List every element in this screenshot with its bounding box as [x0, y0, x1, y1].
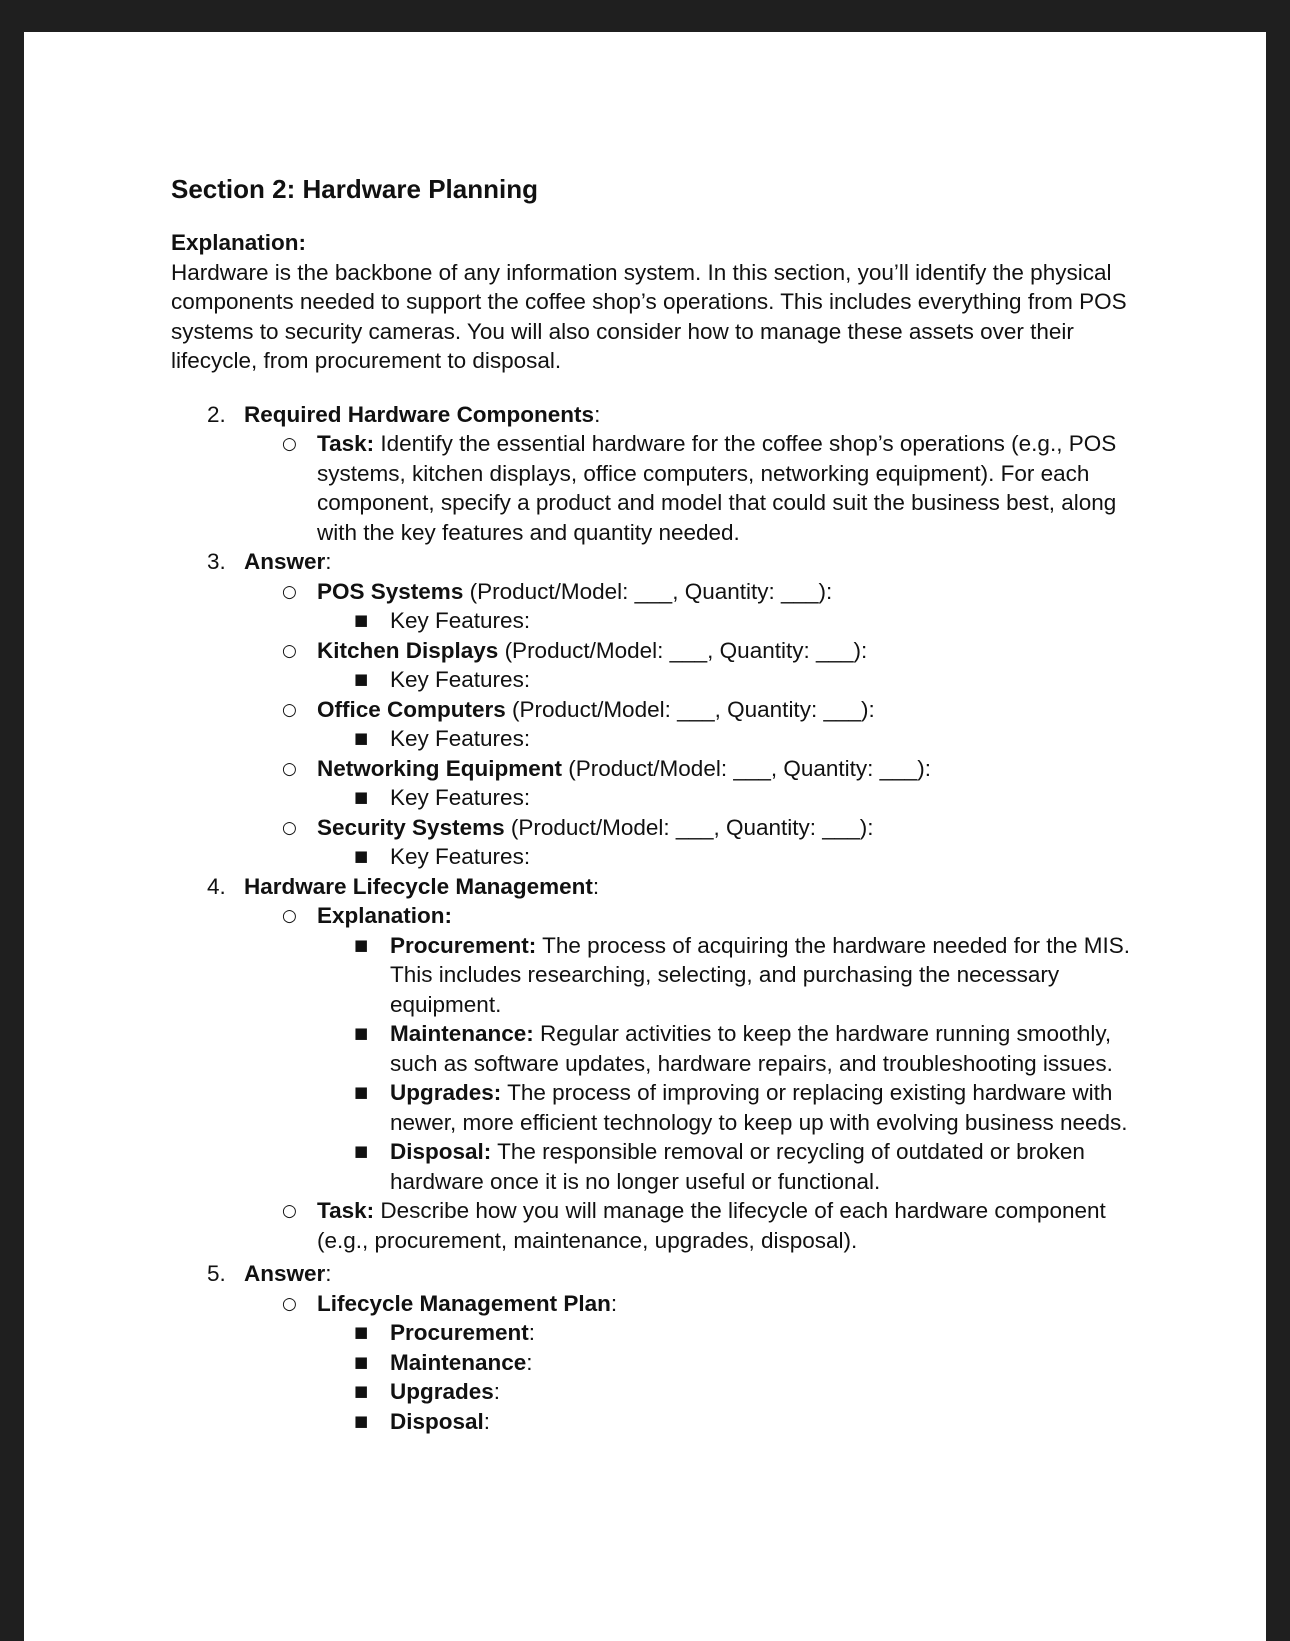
- stage-label: Maintenance:: [390, 1021, 534, 1046]
- stage-text: The process of acquiring the hardware needed for the MIS. This includes researching, selecting, and purchasing the necessary equipment.: [390, 932, 1130, 1017]
- item-number: 4.: [207, 873, 226, 899]
- component-name: Office Computers: [317, 696, 506, 722]
- plan-label: Maintenance: [390, 1349, 527, 1375]
- plan-upgrades: [317, 1377, 1131, 1407]
- component-office-computers: [244, 695, 1131, 754]
- feature-list: [317, 783, 1131, 813]
- key-features: ■ Key Features:: [317, 783, 1131, 813]
- component-kitchen-displays: [244, 636, 1131, 695]
- item-title: Hardware Lifecycle Management: [244, 873, 593, 899]
- plan-disposal: [317, 1407, 1131, 1437]
- key-features: ■ Key Features:: [317, 606, 1131, 636]
- explanation-label: Explanation:: [317, 903, 453, 928]
- item-colon: :: [592, 873, 600, 899]
- component-detail: (Product/Model: ___, Quantity: ___):: [463, 578, 833, 604]
- plan-item-colon: :: [493, 1379, 501, 1404]
- task-label: Task:: [317, 1198, 375, 1223]
- sublist: [244, 1289, 1131, 1437]
- plan-label: Disposal: [390, 1408, 484, 1434]
- explanation-heading: Explanation:: [171, 230, 307, 255]
- item-answer-lifecycle: [171, 1259, 1131, 1436]
- item-colon: :: [325, 549, 332, 574]
- plan-item-colon: :: [526, 1349, 533, 1375]
- item-required-hardware: [171, 400, 1131, 548]
- component-name: Security Systems: [317, 814, 505, 840]
- component-name: Kitchen Displays: [317, 637, 499, 663]
- item-answer-components: [171, 547, 1131, 872]
- plan-maintenance: [317, 1348, 1131, 1378]
- feature-list: [317, 606, 1131, 636]
- stage-text: The responsible removal or recycling of outdated or broken hardware once it is no longer useful or functional.: [390, 1139, 1085, 1194]
- plan-label: Procurement: [390, 1320, 529, 1345]
- item-number: 2.: [207, 401, 226, 427]
- component-pos-systems: [244, 577, 1131, 636]
- stage-list: [317, 931, 1131, 1197]
- plan-colon: :: [610, 1290, 618, 1316]
- stage-maintenance: [317, 1019, 1131, 1078]
- item-colon: :: [594, 401, 601, 427]
- stage-upgrades: [317, 1078, 1131, 1137]
- component-name: POS Systems: [317, 578, 464, 604]
- plan-item-colon: :: [483, 1408, 491, 1434]
- component-security-systems: [244, 813, 1131, 872]
- sublist: [244, 901, 1131, 1255]
- task-item: [244, 429, 1131, 547]
- component-detail: (Product/Model: ___, Quantity: ___):: [504, 814, 874, 840]
- component-detail: (Product/Model: ___, Quantity: ___):: [562, 755, 931, 781]
- key-features: ■ Key Features:: [317, 665, 1131, 695]
- stage-text: Regular activities to keep the hardware running smoothly, such as software updates, hardware repairs, and troubleshooting issues.: [390, 1021, 1113, 1076]
- stage-label: Upgrades:: [390, 1080, 502, 1105]
- feature-list: [317, 724, 1131, 754]
- item-title: Answer: [244, 549, 326, 574]
- task-label: Task:: [317, 431, 375, 456]
- feature-list: [317, 665, 1131, 695]
- component-detail: (Product/Model: ___, Quantity: ___):: [505, 696, 875, 722]
- stage-procurement: [317, 931, 1131, 1020]
- explanation-body: Hardware is the backbone of any information system. In this section, you’ll identify the physical components needed to support the coffee shop’s operations. This includes everything from POS systems to security cameras. You will also consider how to manage these assets over their lifecycle, from procurement to disposal.: [171, 259, 1127, 373]
- key-features: ■ Key Features:: [317, 724, 1131, 754]
- plan-procurement: [317, 1318, 1131, 1348]
- stage-label: Disposal:: [390, 1139, 492, 1164]
- stage-text: The process of improving or replacing existing hardware with newer, more efficient technology to keep up with evolving business needs.: [390, 1080, 1128, 1135]
- item-number: 3.: [207, 549, 226, 574]
- item-colon: :: [325, 1261, 332, 1286]
- component-list: [244, 577, 1131, 872]
- plan-list: [317, 1318, 1131, 1436]
- main-list: [171, 400, 1131, 1437]
- component-detail: (Product/Model: ___, Quantity: ___):: [498, 637, 868, 663]
- task-text: Identify the essential hardware for the coffee shop’s operations (e.g., POS systems, kitchen displays, office computers, networking equipment). For each component, specify a product and model that could suit the business best, along with the key features and quantity needed.: [317, 431, 1117, 545]
- sublist: [244, 429, 1131, 547]
- key-features: ■ Key Features:: [317, 842, 1131, 872]
- section-title: Section 2: Hardware Planning: [171, 174, 538, 204]
- item-title: Required Hardware Components: [244, 401, 595, 427]
- component-networking-equipment: [244, 754, 1131, 813]
- feature-list: [317, 842, 1131, 872]
- lifecycle-explanation: [244, 901, 1131, 1196]
- item-lifecycle-management: [171, 872, 1131, 1256]
- plan-label: Upgrades: [390, 1379, 494, 1404]
- task-text: Describe how you will manage the lifecycle of each hardware component (e.g., procurement, maintenance, upgrades, disposal).: [317, 1198, 1106, 1253]
- lifecycle-plan: [244, 1289, 1131, 1437]
- item-title: Answer: [244, 1261, 326, 1286]
- document-page: [24, 32, 1266, 1641]
- plan-item-colon: :: [528, 1320, 536, 1345]
- item-number: 5.: [207, 1261, 226, 1286]
- task-item: [244, 1196, 1131, 1255]
- stage-disposal: [317, 1137, 1131, 1196]
- document-content: [171, 172, 1131, 1436]
- stage-label: Procurement:: [390, 932, 537, 958]
- component-name: Networking Equipment: [317, 755, 563, 781]
- plan-title: Lifecycle Management Plan: [317, 1290, 611, 1316]
